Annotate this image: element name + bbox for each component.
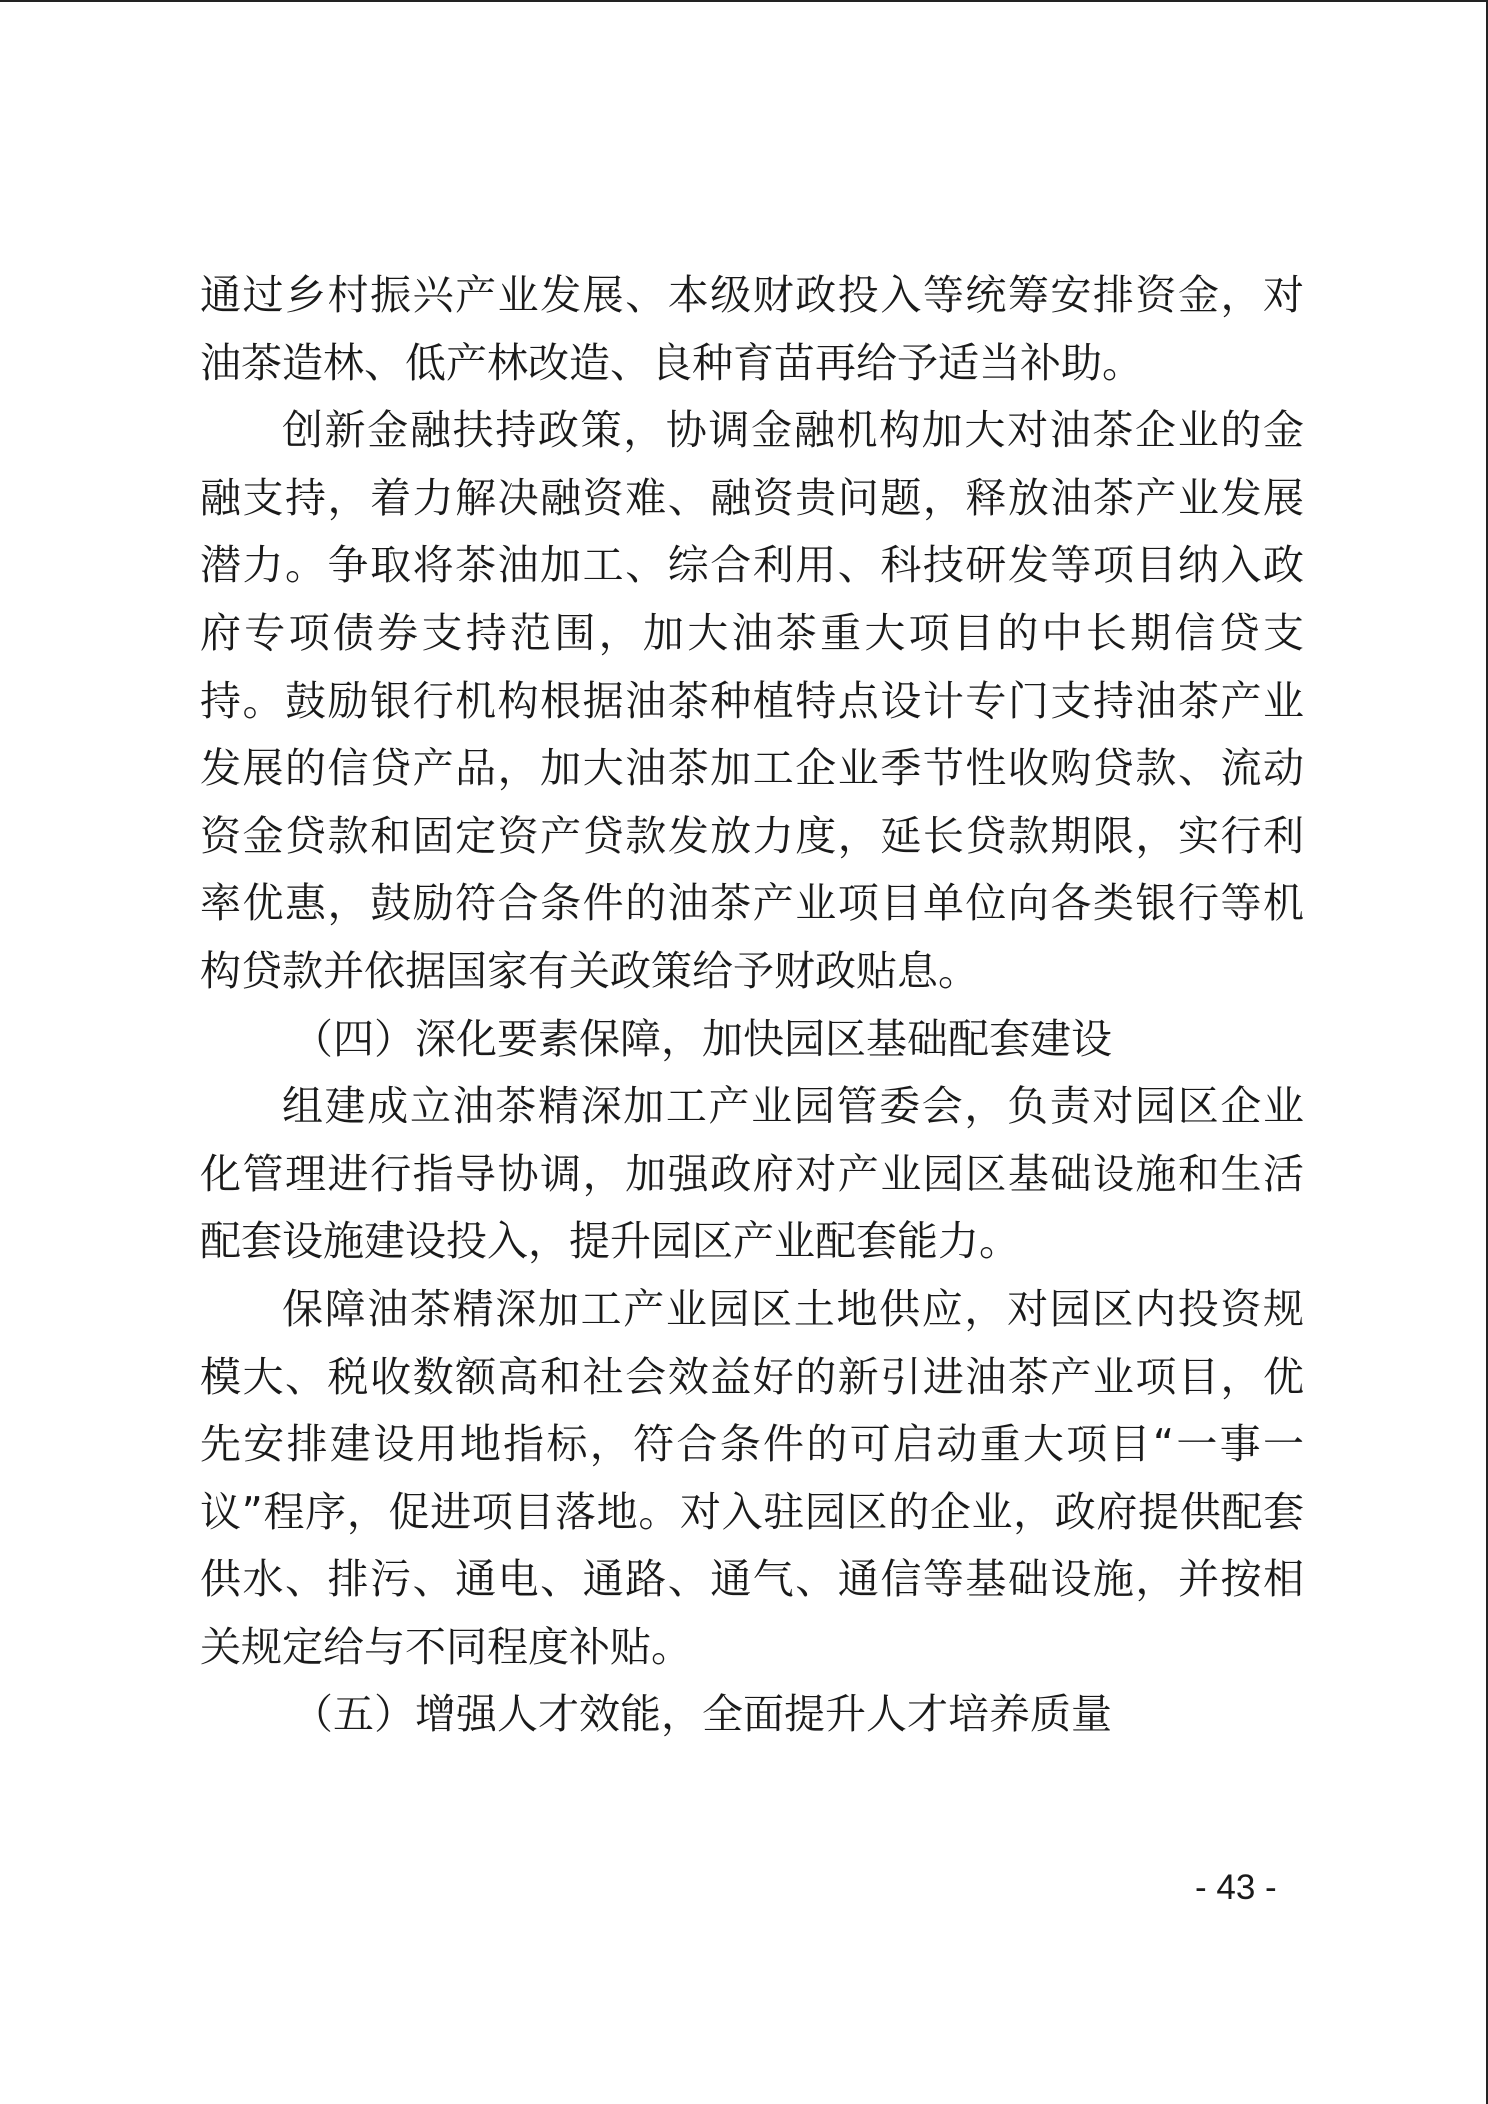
page-border-top (0, 0, 1488, 2)
paragraph-land-supply: 保障油茶精深加工产业园区土地供应，对园区内投资规模大、税收数额高和社会效益好的新引进油茶产业项目，优先安排建设用地指标，符合条件的可启动重大项目“一事一议”程序，促进项目落地。对入驻园区的企业，政府提供配套供水、排污、通电、通路、通气、通信等基础设施，并按相关规定给与不同程度补贴。 (200, 1284, 1304, 1671)
document-body (200, 262, 1304, 1749)
paragraph-financial-support: 创新金融扶持政策，协调金融机构加大对油茶企业的金融支持，着力解决融资难、融资贵问题，释放油茶产业发展潜力。争取将茶油加工、综合利用、科技研发等项目纳入政府专项债券支持范围，加大油茶重大项目的中长期信贷支持。鼓励银行机构根据油茶种植特点设计专门支持油茶产业发展的信贷产品，加大油茶加工企业季节性收购贷款、流动资金贷款和固定资产贷款发放力度，延长贷款期限，实行利率优惠，鼓励符合条件的油茶产业项目单位向各类银行等机构贷款并依据国家有关政策给予财政贴息。 (200, 406, 1304, 995)
paragraph-funding-continuation: 通过乡村振兴产业发展、本级财政投入等统筹安排资金，对油茶造林、低产林改造、良种育苗再给予适当补助。 (200, 271, 1304, 387)
paragraph-park-management: 组建成立油茶精深加工产业园管委会，负责对园区企业化管理进行指导协调，加强政府对产业园区基础设施和生活配套设施建设投入，提升园区产业配套能力。 (200, 1082, 1304, 1266)
section-heading-4: （四）深化要素保障，加快园区基础配套建设 (292, 1014, 1112, 1063)
page-number: - 43 - (1195, 1868, 1277, 1907)
section-heading-5: （五）增强人才效能，全面提升人才培养质量 (292, 1690, 1112, 1739)
